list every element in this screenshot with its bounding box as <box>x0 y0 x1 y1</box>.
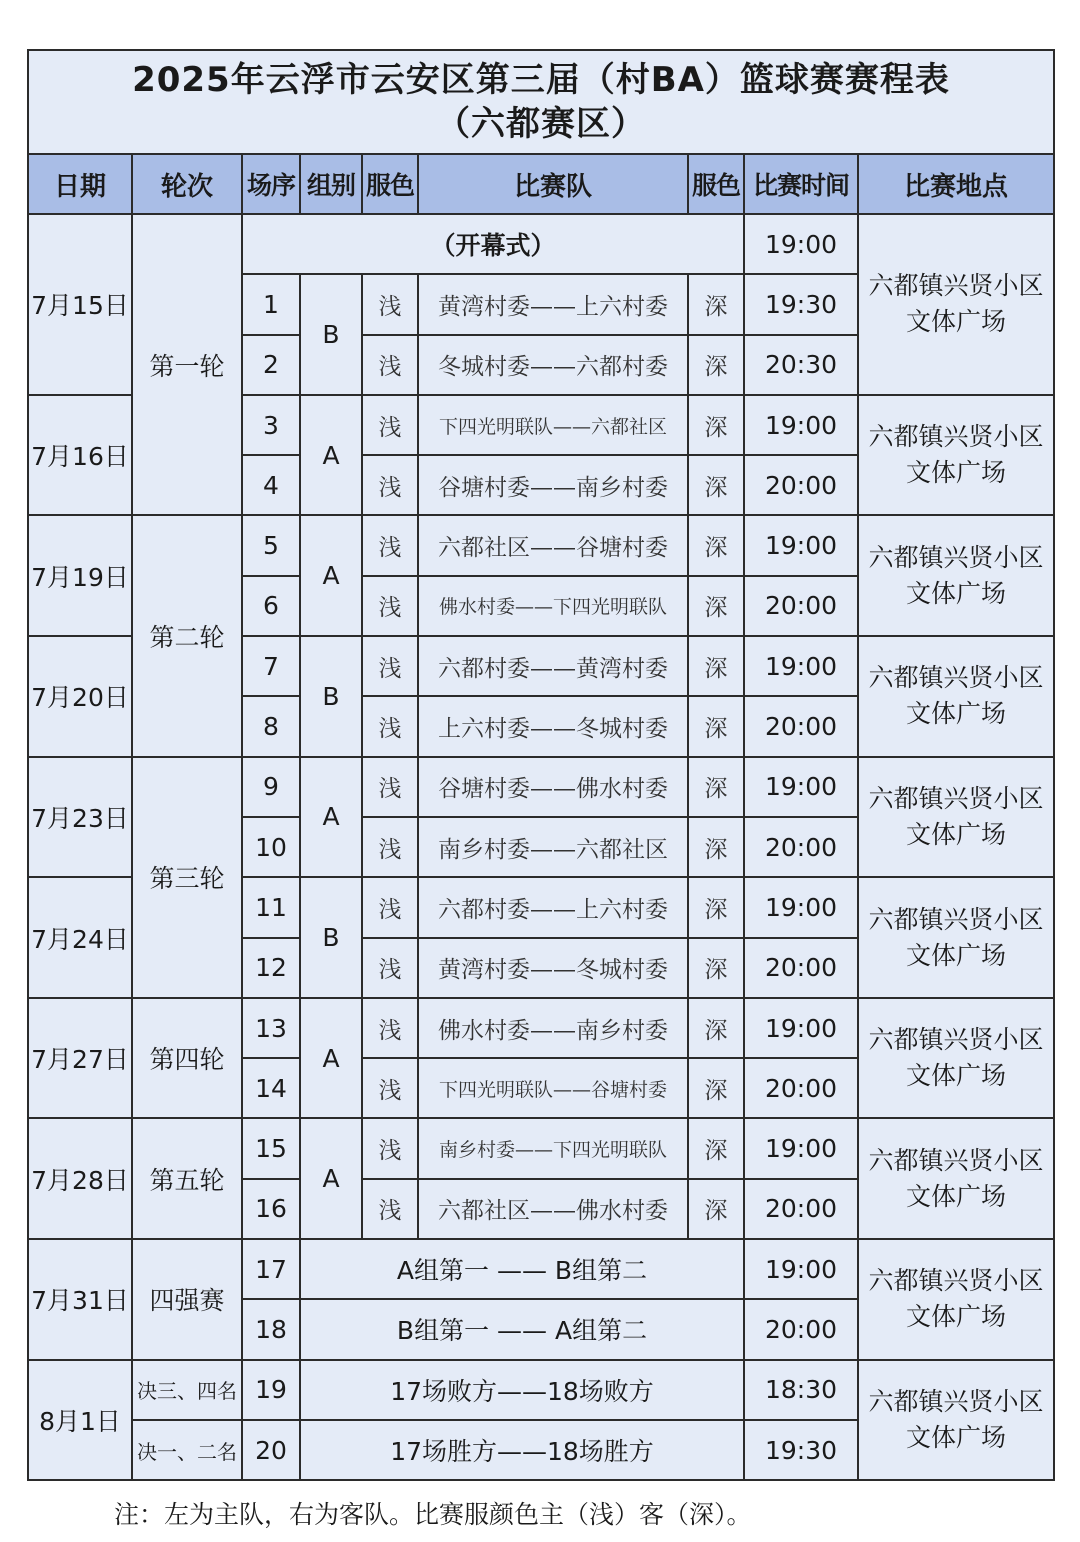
home-color: 浅 <box>362 335 418 395</box>
match-teams: 南乡村委——下四光明联队 <box>418 1118 688 1178</box>
match-time: 19:30 <box>744 274 858 334</box>
away-color: 深 <box>688 274 744 334</box>
match-teams: 谷塘村委——佛水村委 <box>418 757 688 817</box>
home-color: 浅 <box>362 1179 418 1239</box>
header-order: 场序 <box>242 154 300 214</box>
header-venue: 比赛地点 <box>858 154 1054 214</box>
group-cell: B <box>300 877 362 998</box>
title-line-1: 2025年云浮市云安区第三届（村BA）篮球赛赛程表 <box>132 60 950 100</box>
away-color: 深 <box>688 636 744 696</box>
venue-line: 文体广场 <box>906 1302 1007 1332</box>
match-number: 2 <box>242 335 300 395</box>
home-color: 浅 <box>362 938 418 998</box>
home-color: 浅 <box>362 636 418 696</box>
match-number: 1 <box>242 274 300 334</box>
match-time: 20:00 <box>744 1179 858 1239</box>
away-color: 深 <box>688 877 744 937</box>
round-cell: 第二轮 <box>132 515 242 756</box>
round-cell: 决三、四名 <box>132 1360 242 1420</box>
match-number: 4 <box>242 455 300 515</box>
away-color: 深 <box>688 1179 744 1239</box>
home-color: 浅 <box>362 817 418 877</box>
match-time: 19:00 <box>744 515 858 575</box>
header-row <box>28 154 1054 214</box>
match-teams: 六都社区——谷塘村委 <box>418 515 688 575</box>
away-color: 深 <box>688 998 744 1058</box>
venue-cell <box>858 998 1054 1119</box>
table-row <box>28 515 1054 575</box>
match-teams: 下四光明联队——谷塘村委 <box>418 1058 688 1118</box>
table-row <box>28 757 1054 817</box>
group-cell: A <box>300 757 362 878</box>
header-round: 轮次 <box>132 154 242 214</box>
match-number: 18 <box>242 1299 300 1359</box>
table-row <box>28 214 1054 274</box>
away-color: 深 <box>688 455 744 515</box>
date-cell: 8月1日 <box>28 1360 132 1481</box>
match-teams: B组第一 —— A组第二 <box>300 1299 744 1359</box>
venue-line: 文体广场 <box>906 940 1007 970</box>
venue-cell <box>858 1118 1054 1239</box>
date-cell: 7月28日 <box>28 1118 132 1239</box>
venue-cell <box>858 757 1054 878</box>
schedule-table <box>27 49 1055 1481</box>
round-cell: 第五轮 <box>132 1118 242 1239</box>
venue-cell <box>858 877 1054 998</box>
match-number: 14 <box>242 1058 300 1118</box>
away-color: 深 <box>688 817 744 877</box>
match-number: 16 <box>242 1179 300 1239</box>
opening-ceremony: （开幕式） <box>242 214 744 274</box>
page-title <box>28 50 1054 154</box>
venue-cell <box>858 1360 1054 1481</box>
match-time: 20:00 <box>744 1299 858 1359</box>
header-away-color: 服色 <box>688 154 744 214</box>
match-time: 20:00 <box>744 455 858 515</box>
match-teams: 佛水村委——下四光明联队 <box>418 576 688 636</box>
venue-line: 六都镇兴贤小区 <box>868 1025 1044 1055</box>
match-number: 15 <box>242 1118 300 1178</box>
venue-line: 六都镇兴贤小区 <box>868 1386 1044 1416</box>
venue-line: 文体广场 <box>906 1181 1007 1211</box>
round-cell: 第一轮 <box>132 214 242 515</box>
venue-line: 文体广场 <box>906 1422 1007 1452</box>
header-time: 比赛时间 <box>744 154 858 214</box>
table-row <box>28 998 1054 1058</box>
match-time: 19:00 <box>744 998 858 1058</box>
match-number: 10 <box>242 817 300 877</box>
schedule-sheet <box>27 49 1053 1481</box>
match-teams: 六都村委——黄湾村委 <box>418 636 688 696</box>
match-teams: 17场胜方——18场胜方 <box>300 1420 744 1480</box>
table-row <box>28 1360 1054 1420</box>
venue-line: 六都镇兴贤小区 <box>868 542 1044 572</box>
venue-cell <box>858 515 1054 636</box>
group-cell: A <box>300 1118 362 1239</box>
home-color: 浅 <box>362 696 418 756</box>
match-teams: 冬城村委——六都村委 <box>418 335 688 395</box>
header-teams: 比赛队 <box>418 154 688 214</box>
round-cell: 第三轮 <box>132 757 242 998</box>
match-time: 19:00 <box>744 1118 858 1178</box>
venue-line: 六都镇兴贤小区 <box>868 271 1044 301</box>
match-teams: 佛水村委——南乡村委 <box>418 998 688 1058</box>
header-home-color: 服色 <box>362 154 418 214</box>
title-line-2: （六都赛区） <box>436 104 646 144</box>
venue-line: 六都镇兴贤小区 <box>868 783 1044 813</box>
venue-line: 文体广场 <box>906 699 1007 729</box>
venue-line: 六都镇兴贤小区 <box>868 663 1044 693</box>
date-cell: 7月15日 <box>28 214 132 395</box>
venue-line: 六都镇兴贤小区 <box>868 422 1044 452</box>
away-color: 深 <box>688 696 744 756</box>
match-number: 11 <box>242 877 300 937</box>
venue-line: 文体广场 <box>906 458 1007 488</box>
venue-cell <box>858 636 1054 757</box>
date-cell: 7月31日 <box>28 1239 132 1360</box>
match-teams: 谷塘村委——南乡村委 <box>418 455 688 515</box>
home-color: 浅 <box>362 274 418 334</box>
away-color: 深 <box>688 395 744 455</box>
match-teams: 17场败方——18场败方 <box>300 1360 744 1420</box>
date-cell: 7月27日 <box>28 998 132 1119</box>
match-teams: 六都村委——上六村委 <box>418 877 688 937</box>
date-cell: 7月20日 <box>28 636 132 757</box>
footnote: 注：左为主队，右为客队。比赛服颜色主（浅）客（深）。 <box>114 1500 752 1529</box>
match-time: 20:00 <box>744 696 858 756</box>
match-time: 18:30 <box>744 1360 858 1420</box>
round-cell: 四强赛 <box>132 1239 242 1360</box>
venue-line: 六都镇兴贤小区 <box>868 1266 1044 1296</box>
header-date: 日期 <box>28 154 132 214</box>
match-time: 20:00 <box>744 1058 858 1118</box>
date-cell: 7月23日 <box>28 757 132 878</box>
round-cell: 决一、二名 <box>132 1420 242 1480</box>
header-group: 组别 <box>300 154 362 214</box>
ceremony-time: 19:00 <box>744 214 858 274</box>
round-cell: 第四轮 <box>132 998 242 1119</box>
match-number: 9 <box>242 757 300 817</box>
match-number: 17 <box>242 1239 300 1299</box>
date-cell: 7月16日 <box>28 395 132 516</box>
venue-line: 六都镇兴贤小区 <box>868 1145 1044 1175</box>
venue-line: 文体广场 <box>906 578 1007 608</box>
away-color: 深 <box>688 757 744 817</box>
match-number: 13 <box>242 998 300 1058</box>
title-row <box>28 50 1054 154</box>
match-teams: 黄湾村委——冬城村委 <box>418 938 688 998</box>
match-time: 19:30 <box>744 1420 858 1480</box>
match-teams: 六都社区——佛水村委 <box>418 1179 688 1239</box>
home-color: 浅 <box>362 455 418 515</box>
home-color: 浅 <box>362 1058 418 1118</box>
group-cell: A <box>300 515 362 636</box>
venue-cell <box>858 214 1054 395</box>
away-color: 深 <box>688 938 744 998</box>
match-time: 20:00 <box>744 576 858 636</box>
home-color: 浅 <box>362 515 418 575</box>
match-time: 19:00 <box>744 1239 858 1299</box>
away-color: 深 <box>688 515 744 575</box>
venue-line: 六都镇兴贤小区 <box>868 904 1044 934</box>
match-teams: 南乡村委——六都社区 <box>418 817 688 877</box>
away-color: 深 <box>688 576 744 636</box>
match-time: 19:00 <box>744 877 858 937</box>
away-color: 深 <box>688 1118 744 1178</box>
home-color: 浅 <box>362 576 418 636</box>
match-time: 20:00 <box>744 817 858 877</box>
home-color: 浅 <box>362 757 418 817</box>
match-number: 7 <box>242 636 300 696</box>
venue-cell <box>858 395 1054 516</box>
match-teams: 下四光明联队——六都社区 <box>418 395 688 455</box>
table-row <box>28 1239 1054 1299</box>
home-color: 浅 <box>362 877 418 937</box>
match-time: 19:00 <box>744 636 858 696</box>
date-cell: 7月19日 <box>28 515 132 636</box>
away-color: 深 <box>688 1058 744 1118</box>
home-color: 浅 <box>362 395 418 455</box>
match-number: 6 <box>242 576 300 636</box>
match-teams: 上六村委——冬城村委 <box>418 696 688 756</box>
match-number: 19 <box>242 1360 300 1420</box>
venue-line: 文体广场 <box>906 819 1007 849</box>
match-number: 8 <box>242 696 300 756</box>
group-cell: B <box>300 636 362 757</box>
venue-line: 文体广场 <box>906 1061 1007 1091</box>
match-time: 20:00 <box>744 938 858 998</box>
home-color: 浅 <box>362 1118 418 1178</box>
away-color: 深 <box>688 335 744 395</box>
group-cell: A <box>300 998 362 1119</box>
group-cell: A <box>300 395 362 516</box>
venue-cell <box>858 1239 1054 1360</box>
match-time: 20:30 <box>744 335 858 395</box>
group-cell: B <box>300 274 362 395</box>
match-teams: 黄湾村委——上六村委 <box>418 274 688 334</box>
match-number: 12 <box>242 938 300 998</box>
match-time: 19:00 <box>744 395 858 455</box>
match-teams: A组第一 —— B组第二 <box>300 1239 744 1299</box>
match-time: 19:00 <box>744 757 858 817</box>
match-number: 3 <box>242 395 300 455</box>
home-color: 浅 <box>362 998 418 1058</box>
match-number: 5 <box>242 515 300 575</box>
match-number: 20 <box>242 1420 300 1480</box>
venue-line: 文体广场 <box>906 307 1007 337</box>
table-row <box>28 1118 1054 1178</box>
date-cell: 7月24日 <box>28 877 132 998</box>
